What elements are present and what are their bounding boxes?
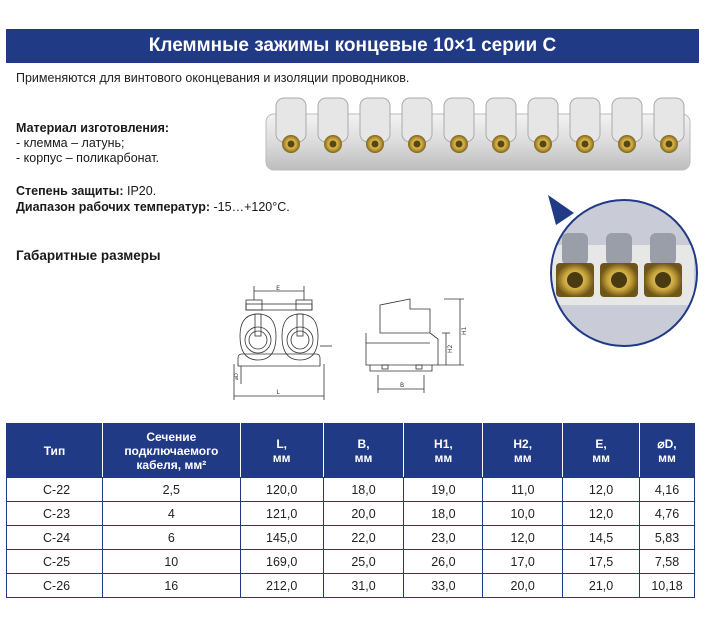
table-cell: 6: [102, 526, 240, 550]
table-cell: 20,0: [323, 502, 404, 526]
table-body: [7, 478, 695, 598]
label-D: ⌀D: [234, 373, 240, 380]
table-header-text: H2,: [513, 436, 533, 451]
table-cell: 22,0: [323, 526, 404, 550]
table-cell: 4: [102, 502, 240, 526]
table-cell: 21,0: [563, 574, 640, 598]
table-header-cell: [483, 424, 563, 478]
table-header-text: кабеля, мм²: [136, 457, 207, 472]
table-header-cell: [640, 424, 695, 478]
table-cell: 120,0: [240, 478, 323, 502]
label-H2: H2: [447, 344, 454, 353]
table-cell: 12,0: [563, 478, 640, 502]
table-cell: 169,0: [240, 550, 323, 574]
label-L: L: [276, 389, 280, 396]
label-E: E: [276, 285, 280, 292]
table-cell: 18,0: [404, 502, 483, 526]
table-cell: 19,0: [404, 478, 483, 502]
table-cell: 17,0: [483, 550, 563, 574]
table-cell: 23,0: [404, 526, 483, 550]
table-cell: 18,0: [323, 478, 404, 502]
table-header-text: Тип: [43, 443, 66, 458]
specs-section: [16, 183, 290, 215]
table-cell: 4,16: [640, 478, 695, 502]
table-cell: 12,0: [483, 526, 563, 550]
table-cell: 31,0: [323, 574, 404, 598]
table-cell: C-25: [7, 550, 103, 574]
table-row: [7, 478, 695, 502]
table-header-text: L,: [276, 436, 288, 451]
table-cell: 10: [102, 550, 240, 574]
protection-value: IP20.: [123, 184, 157, 198]
table-cell: 4,76: [640, 502, 695, 526]
table-cell: 7,58: [640, 550, 695, 574]
table-cell: 10,0: [483, 502, 563, 526]
table-cell: 5,83: [640, 526, 695, 550]
table-header-text: мм: [513, 450, 532, 465]
material-header: Материал изготовления:: [16, 121, 170, 135]
table-cell: 145,0: [240, 526, 323, 550]
table-cell: 14,5: [563, 526, 640, 550]
material-item: - корпус – поликарбонат.: [16, 151, 160, 165]
label-B: B: [399, 382, 405, 389]
page-title: Клеммные зажимы концевые 10×1 серии С: [6, 29, 699, 63]
protection-label: Степень защиты:: [16, 184, 124, 198]
temperature-line: [16, 199, 290, 215]
table-header-row: [7, 424, 695, 478]
front-view-drawing: [228, 284, 348, 408]
temperature-value: -15…+120°C.: [210, 200, 290, 214]
table-header-text: B,: [357, 436, 370, 451]
table-header-cell: [240, 424, 323, 478]
table-header-text: мм: [272, 450, 291, 465]
table-row: [7, 502, 695, 526]
table-cell: 2,5: [102, 478, 240, 502]
table-header-text: H1,: [434, 436, 453, 451]
table-header-cell: [563, 424, 640, 478]
table-cell: 121,0: [240, 502, 323, 526]
table-cell: C-23: [7, 502, 103, 526]
table-header-text: Сечение: [146, 429, 197, 444]
table-header-text: мм: [592, 450, 610, 465]
table-header-cell: [7, 424, 103, 478]
dimensions-title: Габаритные размеры: [16, 248, 161, 263]
table-cell: 12,0: [563, 502, 640, 526]
temperature-label: Диапазон рабочих температур:: [16, 200, 211, 214]
table-cell: 25,0: [323, 550, 404, 574]
product-photo: [262, 92, 694, 176]
table-header-text: мм: [658, 450, 676, 465]
material-section: [16, 121, 169, 166]
table-row: [7, 574, 695, 598]
table-header-text: мм: [354, 450, 373, 465]
table-cell: 212,0: [240, 574, 323, 598]
table-header-cell: [323, 424, 404, 478]
table-cell: C-22: [7, 478, 103, 502]
table-header-cell: [102, 424, 240, 478]
table-cell: 26,0: [404, 550, 483, 574]
table-cell: C-26: [7, 574, 103, 598]
table-cell: 33,0: [404, 574, 483, 598]
table-cell: 10,18: [640, 574, 695, 598]
intro-text: Применяются для винтового оконцевания и изоляции проводников.: [16, 71, 410, 85]
table-row: [7, 526, 695, 550]
table-header-text: мм: [434, 450, 453, 465]
table-cell: 17,5: [563, 550, 640, 574]
table-cell: 11,0: [483, 478, 563, 502]
table-cell: 16: [102, 574, 240, 598]
table-header-cell: [404, 424, 483, 478]
table-header-text: E,: [595, 436, 607, 451]
spec-table: [6, 423, 695, 598]
material-item: - клемма – латунь;: [16, 136, 125, 150]
table-header-text: подключаемого: [124, 443, 219, 458]
table-header-text: ⌀D,: [657, 436, 677, 451]
table-cell: 20,0: [483, 574, 563, 598]
protection-line: [16, 183, 290, 199]
table-cell: C-24: [7, 526, 103, 550]
zoom-detail-photo: [534, 185, 700, 351]
table-row: [7, 550, 695, 574]
side-view-drawing: [360, 295, 475, 403]
label-H1: H1: [461, 326, 468, 335]
